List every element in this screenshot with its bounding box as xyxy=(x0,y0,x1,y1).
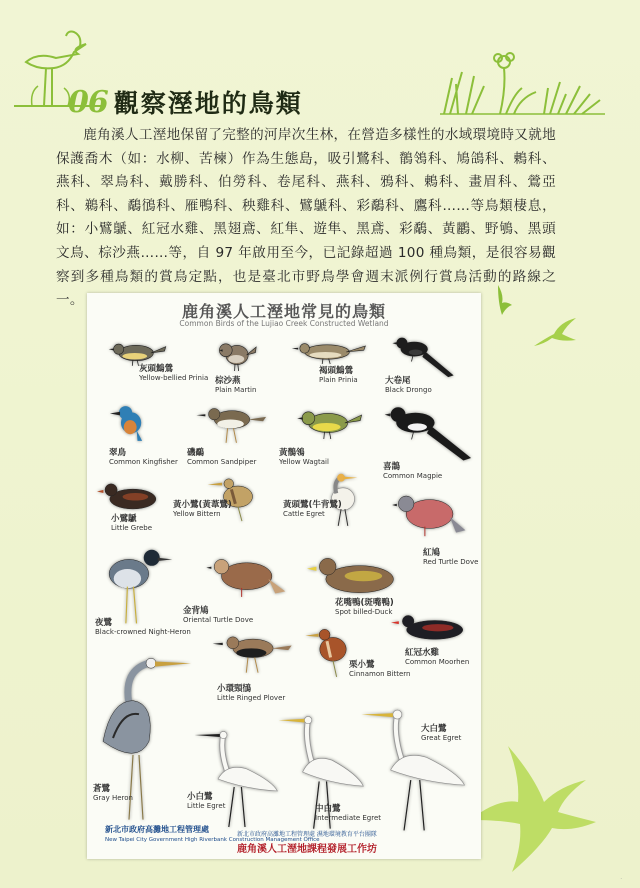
bird-label xyxy=(183,607,253,625)
bird-label xyxy=(349,661,411,679)
bird-name-zh: 金背鳩 xyxy=(183,606,209,616)
bird-name-en: Great Egret xyxy=(421,734,462,742)
section-heading xyxy=(68,84,303,120)
bird-illustration xyxy=(203,551,287,607)
bird-name-zh: 蒼鷺 xyxy=(93,784,111,794)
bird-label xyxy=(423,549,478,567)
page-footnote: · xyxy=(620,876,622,882)
bird-name-en: Plain Prinia xyxy=(319,376,358,384)
flying-bird-icon xyxy=(532,316,578,350)
workshop-logo xyxy=(237,829,377,855)
bird-label xyxy=(93,785,133,803)
logo-left-zh: 新北市政府高灘地工程管理處 xyxy=(105,825,209,834)
bird-illustration xyxy=(391,609,469,645)
bird-label xyxy=(421,725,461,743)
bird-name-en: Common Magpie xyxy=(383,472,443,480)
bird-name-zh: 褐頭鷦鶯 xyxy=(319,366,354,376)
bird-name-zh: 黃鶺鴒 xyxy=(279,448,305,458)
bird-name-en: Yellow Bittern xyxy=(173,510,221,518)
section-number: 06 xyxy=(68,84,108,120)
poster-title: 鹿角溪人工溼地常見的鳥類 xyxy=(181,302,386,321)
grass-flower-icon xyxy=(440,48,605,118)
logo-right-main: 鹿角溪人工溼地課程發展工作坊 xyxy=(237,844,377,855)
bird-name-zh: 大卷尾 xyxy=(385,376,411,386)
logo-left-en: New Taipei City Government High Riverbank Construction Management Office xyxy=(105,837,320,843)
bird-name-zh: 黃頭鷺(牛背鷺) xyxy=(283,500,342,510)
bird-label xyxy=(283,501,342,519)
bird-name-en: Plain Martin xyxy=(215,386,257,394)
bird-name-en: Little Egret xyxy=(187,802,226,810)
bird-label xyxy=(139,365,208,383)
bird-label xyxy=(111,515,152,533)
bird-label xyxy=(335,599,394,617)
bird-name-zh: 栗小鷺 xyxy=(349,660,375,670)
bird-illustration xyxy=(389,487,467,547)
bird-name-zh: 黃小鷺(黃葦鷺) xyxy=(173,500,232,510)
bird-name-zh: 灰頭鷦鶯 xyxy=(139,364,174,374)
bird-name-en: Gray Heron xyxy=(93,794,133,802)
bird-name-en: Little Grebe xyxy=(111,524,153,532)
section-title: 觀察溼地的鳥類 xyxy=(113,89,303,118)
bird-name-en: Cattle Egret xyxy=(283,510,325,518)
bird-name-en: Black-crowned Night-Heron xyxy=(95,628,191,636)
bird-name-zh: 小白鷺 xyxy=(187,792,213,802)
bird-name-en: Black Drongo xyxy=(385,386,432,394)
bird-illustration xyxy=(307,549,401,601)
bird-name-zh: 花嘴鴨(斑嘴鴨) xyxy=(335,598,394,608)
intro-paragraph xyxy=(56,124,556,313)
bird-label xyxy=(215,377,256,395)
large-flying-bird-icon xyxy=(468,736,598,876)
bird-name-en: Oriental Turtle Dove xyxy=(183,616,254,624)
bird-name-zh: 大白鷺 xyxy=(421,724,447,734)
bird-name-zh: 中白鷺 xyxy=(315,804,341,814)
bird-name-zh: 小鷿鷈 xyxy=(111,514,137,524)
bird-label xyxy=(405,649,469,667)
bird-illustration xyxy=(191,729,281,829)
bird-name-zh: 紅冠水雞 xyxy=(405,648,440,658)
bird-illustration xyxy=(211,629,295,675)
bird-illustration xyxy=(377,401,473,463)
poster-subtitle: Common Birds of the Lujiao Creek Constructed Wetland xyxy=(179,319,389,328)
bird-name-zh: 喜鵲 xyxy=(383,462,401,472)
bird-name-en: Common Sandpiper xyxy=(187,458,257,466)
bird-label xyxy=(217,685,285,703)
bird-label xyxy=(173,501,232,519)
bird-label xyxy=(279,449,329,467)
bird-label xyxy=(109,449,178,467)
logo-right-top: 新北市政府高灘地工程管理處 濕地環境教育平台團隊 xyxy=(237,831,377,838)
bird-name-zh: 翠鳥 xyxy=(109,448,127,458)
bird-illustration xyxy=(195,401,269,445)
bird-illustration xyxy=(97,545,173,625)
bird-name-zh: 夜鷺 xyxy=(95,618,113,628)
bird-label xyxy=(187,449,256,467)
bird-name-zh: 紅鳩 xyxy=(423,548,441,558)
bird-name-en: Yellow Wagtail xyxy=(279,458,329,466)
bird-name-zh: 棕沙燕 xyxy=(215,376,241,386)
bird-name-en: Little Ringed Plover xyxy=(217,694,286,702)
bird-illustration xyxy=(97,477,161,515)
bird-illustration xyxy=(287,337,367,367)
bird-name-en: Common Moorhen xyxy=(405,658,470,666)
bird-illustration xyxy=(109,403,155,447)
flying-bird-icon xyxy=(492,283,514,317)
bird-label xyxy=(319,367,358,385)
bird-name-en: Yellow-bellied Prinia xyxy=(139,374,209,382)
bird-name-zh: 磯鷸 xyxy=(187,448,205,458)
bird-illustration xyxy=(217,335,257,375)
bird-name-en: Intermediate Egret xyxy=(315,814,382,822)
bird-name-en: Spot billed-Duck xyxy=(335,608,393,616)
bird-label xyxy=(95,619,191,637)
bird-name-en: Common Kingfisher xyxy=(109,458,178,466)
intro-text: 鹿角溪人工溼地保留了完整的河岸次生林，在營造多樣性的水域環境時又就地保護喬木（如：水柳、苦楝）作為生態島，吸引鷺科、鶺鴒科、鳩鴿科、鶇科、燕科、翠鳥科、戴勝科、伯勞科、卷尾科、燕科、鴉科、鶇科、畫眉科、鶯亞科、鵜科、鷸鴴科、雁鴨科、秧雞科、鷿鷈科、彩鷸科、鷹科……等鳥類棲息，如：小鷿鷈、紅冠水雞、黑翅鳶、紅隼、遊隼、黑鳶、彩鷸、黃鸝、野鴝、黑頭文鳥、棕沙燕……等，自 97 年啟用至今，已記錄超過 100 種鳥類，是很容易觀察到多種鳥類的賞鳥定點，也是臺北市野鳥學會週末派例行賞鳥活動的路線之一。 xyxy=(56,127,556,309)
bird-poster xyxy=(87,293,481,859)
bird-name-zh: 小環頸鴴 xyxy=(217,684,252,694)
bird-label xyxy=(385,377,432,395)
bird-name-en: Cinnamon Bittern xyxy=(349,670,411,678)
bird-illustration xyxy=(293,403,363,443)
bird-illustration xyxy=(387,333,455,379)
bird-label xyxy=(383,463,442,481)
bird-label xyxy=(187,793,225,811)
bird-name-en: Red Turtle Dove xyxy=(423,558,479,566)
